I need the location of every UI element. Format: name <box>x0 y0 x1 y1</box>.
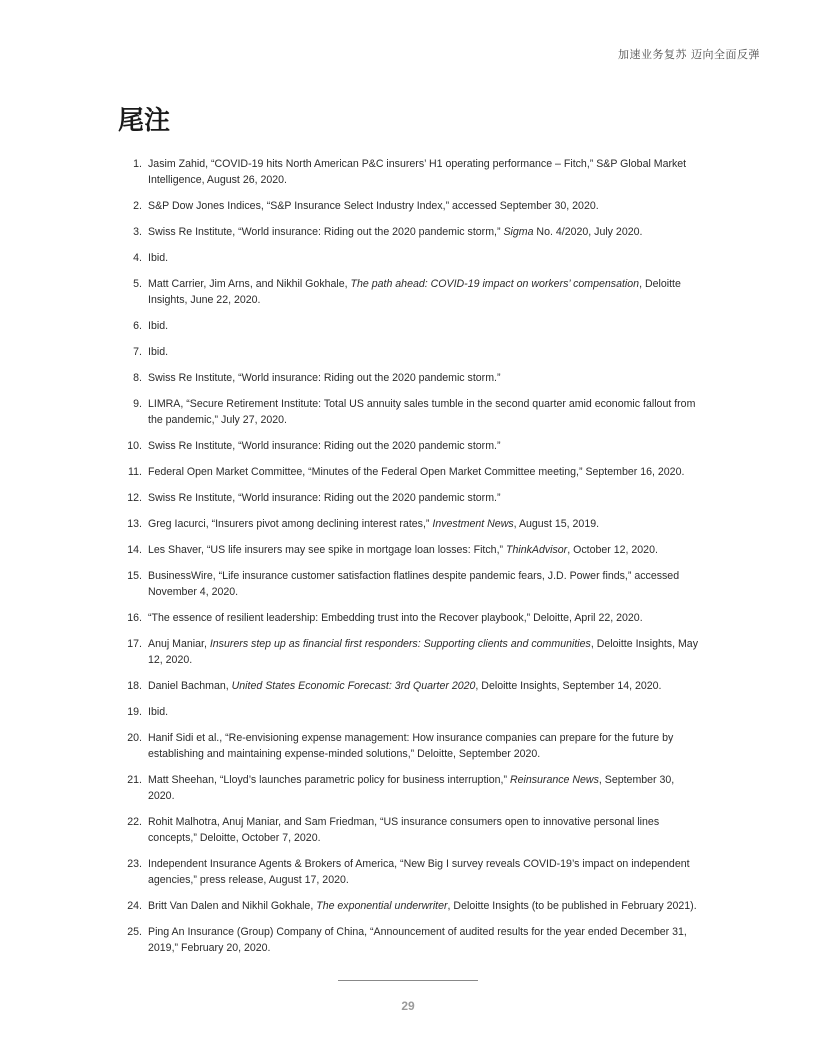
endnote-item <box>112 568 702 600</box>
endnote-number: 23 . <box>112 856 142 872</box>
endnote-text <box>142 344 702 360</box>
endnote-text <box>142 198 702 214</box>
endnote-text-segment: , October 12, 2020. <box>567 544 658 556</box>
endnote-text <box>142 516 702 532</box>
endnote-item <box>112 276 702 308</box>
endnote-text <box>142 370 702 386</box>
footer-divider <box>338 980 478 981</box>
page-number: 29 <box>401 999 415 1013</box>
endnote-item <box>112 370 702 386</box>
endnote-number: 6 . <box>112 318 142 334</box>
endnote-number: 18 . <box>112 678 142 694</box>
endnote-item <box>112 516 702 532</box>
running-header: 加速业务复苏 迈向全面反弹 <box>618 48 760 61</box>
endnote-text-segment: Ibid. <box>148 252 169 264</box>
endnote-italic-title: Insurers step up as financial first responders: Supporting clients and communities <box>209 638 591 650</box>
endnote-text <box>142 156 702 188</box>
endnote-number: 12 . <box>112 490 142 506</box>
endnote-text <box>142 464 702 480</box>
endnote-number: 5 . <box>112 276 142 292</box>
endnote-text-segment: , Deloitte Insights, June 22, 2020. <box>148 278 681 306</box>
endnote-item <box>112 610 702 626</box>
endnote-text-segment: , August 15, 2019. <box>513 518 600 530</box>
endnote-number: 7 . <box>112 344 142 360</box>
endnote-item <box>112 814 702 846</box>
endnote-number: 1 . <box>112 156 142 172</box>
endnote-text-segment: Swiss Re Institute, “World insurance: Riding out the 2020 pandemic storm.” <box>148 492 501 504</box>
endnote-text-segment: Ibid. <box>148 320 169 332</box>
endnote-italic-title: Reinsurance News <box>509 774 599 786</box>
endnote-number: 20 . <box>112 730 142 746</box>
endnote-text-segment: S&P Dow Jones Indices, “S&P Insurance Select Industry Index,” accessed September 30, 2020. <box>148 200 599 212</box>
endnote-text-segment: LIMRA, “Secure Retirement Institute: Total US annuity sales tumble in the second quarter amid economic fallout from the pandemic,” July 27, 2020. <box>148 398 696 426</box>
endnote-italic-title: The path ahead: COVID-19 impact on workers’ compensation <box>350 278 640 290</box>
endnote-number: 24 . <box>112 898 142 914</box>
endnote-text <box>142 610 702 626</box>
endnote-item <box>112 198 702 214</box>
endnote-text <box>142 318 702 334</box>
endnote-text-segment: Rohit Malhotra, Anuj Maniar, and Sam Friedman, “US insurance consumers open to innovative personal lines concepts,” Deloitte, October 7, 2020. <box>148 816 660 844</box>
endnote-number: 19 . <box>112 704 142 720</box>
endnote-text <box>142 438 702 454</box>
endnotes-list <box>112 156 702 966</box>
endnote-text-segment: Federal Open Market Committee, “Minutes of the Federal Open Market Committee meeting,” September 16, 2020. <box>148 466 685 478</box>
endnote-text <box>142 704 702 720</box>
endnote-text <box>142 568 702 600</box>
endnote-text-segment: Matt Carrier, Jim Arns, and Nikhil Gokhale, <box>148 278 351 290</box>
endnote-text-segment: Anuj Maniar, <box>148 638 210 650</box>
endnote-item <box>112 396 702 428</box>
endnote-number: 11 . <box>112 464 142 480</box>
endnote-number: 8 . <box>112 370 142 386</box>
endnote-text <box>142 490 702 506</box>
endnote-text <box>142 396 702 428</box>
endnote-item <box>112 250 702 266</box>
endnote-text <box>142 678 702 694</box>
endnote-text-segment: Daniel Bachman, <box>148 680 232 692</box>
endnote-item <box>112 464 702 480</box>
endnote-number: 10 . <box>112 438 142 454</box>
endnote-text-segment: Ibid. <box>148 706 169 718</box>
endnote-text-segment: Les Shaver, “US life insurers may see spike in mortgage loan losses: Fitch,” <box>148 544 506 556</box>
endnote-text <box>142 814 702 846</box>
endnote-text-segment: Matt Sheehan, “Lloyd’s launches parametric policy for business interruption,” <box>148 774 510 786</box>
endnote-text <box>142 542 702 558</box>
endnote-number: 16 . <box>112 610 142 626</box>
endnote-item <box>112 318 702 334</box>
page-title: 尾注 <box>118 106 171 136</box>
endnote-number: 4 . <box>112 250 142 266</box>
endnote-number: 17 . <box>112 636 142 652</box>
endnote-italic-title: The exponential underwriter <box>316 900 448 912</box>
endnote-text-segment: Swiss Re Institute, “World insurance: Riding out the 2020 pandemic storm,” <box>148 226 504 238</box>
endnote-text-segment: , Deloitte Insights, September 14, 2020. <box>475 680 662 692</box>
endnote-text-segment: Jasim Zahid, “COVID-19 hits North American P&C insurers’ H1 operating performance – Fitch,” S&P Global Market Intelligence, August 26, 2020. <box>148 158 687 186</box>
endnote-number: 9 . <box>112 396 142 412</box>
endnote-number: 14 . <box>112 542 142 558</box>
endnote-text-segment: Hanif Sidi et al., “Re-envisioning expense management: How insurance companies can prepare for the future by establishing and maintaining expense-minded solutions,” Deloitte, September 2020. <box>148 732 674 760</box>
endnote-item <box>112 898 702 914</box>
endnote-text-segment: BusinessWire, “Life insurance customer satisfaction flatlines despite pandemic fears, J.D. Power finds,” accessed November 4, 2020. <box>148 570 680 598</box>
endnote-text-segment: Greg Iacurci, “Insurers pivot among declining interest rates,” <box>148 518 433 530</box>
endnote-text <box>142 730 702 762</box>
endnote-item <box>112 730 702 762</box>
endnote-item <box>112 856 702 888</box>
endnote-text-segment: Swiss Re Institute, “World insurance: Riding out the 2020 pandemic storm.” <box>148 372 501 384</box>
endnote-item <box>112 542 702 558</box>
endnote-item <box>112 438 702 454</box>
endnote-number: 21 . <box>112 772 142 788</box>
endnote-item <box>112 772 702 804</box>
endnote-text-segment: Independent Insurance Agents & Brokers of America, “New Big I survey reveals COVID-19’s impact on independent agencies,” press release, August 17, 2020. <box>148 858 690 886</box>
endnote-number: 13 . <box>112 516 142 532</box>
endnote-text-segment: Ibid. <box>148 346 169 358</box>
endnote-italic-title: Sigma <box>503 226 534 238</box>
endnote-italic-title: Investment News <box>432 518 514 530</box>
endnote-text-segment: Ping An Insurance (Group) Company of China, “Announcement of audited results for the year ended December 31, 2019,” February 20, 2020. <box>148 926 687 954</box>
endnote-item <box>112 704 702 720</box>
endnote-number: 22 . <box>112 814 142 830</box>
endnote-text <box>142 636 702 668</box>
endnote-text-segment: No. 4/2020, July 2020. <box>533 226 643 238</box>
endnote-text <box>142 772 702 804</box>
endnote-text-segment: , Deloitte Insights, May 12, 2020. <box>148 638 698 666</box>
endnote-italic-title: United States Economic Forecast: 3rd Quarter 2020 <box>231 680 476 692</box>
endnote-text <box>142 276 702 308</box>
endnote-number: 2 . <box>112 198 142 214</box>
endnote-item <box>112 490 702 506</box>
endnote-number: 15 . <box>112 568 142 584</box>
endnote-text <box>142 856 702 888</box>
endnote-text <box>142 898 702 914</box>
endnote-item <box>112 224 702 240</box>
endnote-text <box>142 224 702 240</box>
endnote-number: 3 . <box>112 224 142 240</box>
endnote-text-segment: “The essence of resilient leadership: Embedding trust into the Recover playbook,” Deloitte, April 22, 2020. <box>148 612 643 624</box>
endnote-item <box>112 636 702 668</box>
endnote-number: 25 . <box>112 924 142 940</box>
endnote-text-segment: Swiss Re Institute, “World insurance: Riding out the 2020 pandemic storm.” <box>148 440 501 452</box>
endnote-item <box>112 678 702 694</box>
endnote-text-segment: Britt Van Dalen and Nikhil Gokhale, <box>148 900 317 912</box>
endnote-item <box>112 924 702 956</box>
endnote-text <box>142 250 702 266</box>
endnote-text-segment: , September 30, 2020. <box>148 774 675 802</box>
endnote-item <box>112 344 702 360</box>
endnote-italic-title: ThinkAdvisor <box>505 544 568 556</box>
endnote-text <box>142 924 702 956</box>
endnote-text-segment: , Deloitte Insights (to be published in February 2021). <box>447 900 697 912</box>
endnote-item <box>112 156 702 188</box>
